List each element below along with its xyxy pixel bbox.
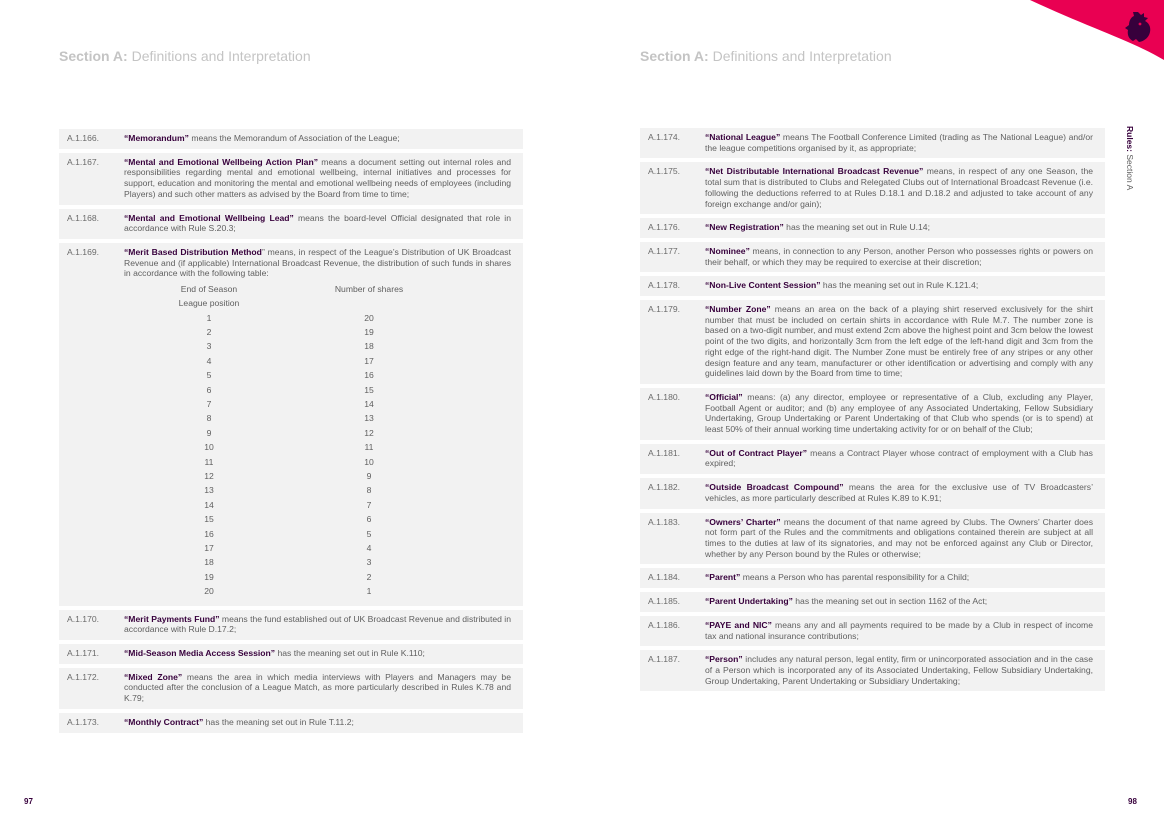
league-position-cell: 19	[204, 571, 214, 582]
definition-body: means, in respect of any one Season, the total sum that is distributed to Clubs and Relegated Clubs out of International Broadcast Revenue (i.e. following the deductions referred to at Rules D.18.1 and D.18.2 and adjusted to take account of any foreign exchange and/or gain);	[705, 166, 1093, 209]
definition-text	[705, 572, 1093, 583]
defined-term: “Person”	[705, 654, 743, 665]
league-position-cell: 17	[204, 542, 214, 553]
rule-number: A.1.181.	[648, 447, 681, 458]
league-position-cell: 4	[206, 355, 212, 366]
definition-text	[705, 596, 1093, 607]
definition-entry	[59, 129, 523, 149]
league-position-cell: 3	[206, 341, 212, 352]
definition-body: has the meaning set out in section 1162 of the Act;	[792, 596, 988, 607]
shares-cell: 3	[366, 557, 372, 568]
definition-body: means the board-level Official designated that role in accordance with Rule S.20.3;	[124, 212, 511, 234]
league-position-cell: 20	[204, 586, 214, 597]
definition-entry	[640, 162, 1105, 214]
defined-term: “Monthly Contract”	[124, 716, 204, 727]
shares-cell: 4	[366, 542, 372, 553]
shares-cell: 17	[364, 355, 374, 366]
shares-cell: 6	[366, 514, 372, 525]
rule-number: A.1.172.	[67, 671, 100, 682]
definition-entry	[640, 388, 1105, 440]
shares-cell: 2	[366, 571, 372, 582]
rule-number: A.1.171.	[67, 648, 100, 659]
definition-text	[705, 222, 1093, 233]
rule-number: A.1.167.	[67, 156, 100, 167]
table-row	[124, 455, 444, 469]
section-label: Section A:	[59, 48, 128, 64]
defined-term: “Mental and Emotional Wellbeing Lead”	[124, 212, 294, 223]
defined-term: “Official”	[705, 391, 743, 402]
table-row	[124, 555, 444, 569]
defined-term: “Outside Broadcast Compound”	[705, 482, 844, 493]
definition-body: has the meaning set out in Rule K.121.4;	[820, 280, 979, 291]
defined-term: “Nominee”	[705, 245, 750, 256]
defined-term: “Out of Contract Player”	[705, 447, 808, 458]
definition-entry	[640, 128, 1105, 158]
right-page	[582, 0, 1164, 826]
defined-term: “Mixed Zone”	[124, 671, 183, 682]
definition-entry	[640, 276, 1105, 296]
table-header-shares: Number of shares	[334, 283, 404, 294]
league-position-cell: 11	[204, 456, 214, 467]
definition-text	[705, 654, 1093, 686]
shares-cell: 19	[364, 327, 374, 338]
rule-number: A.1.169.	[67, 246, 100, 257]
table-header-season: End of Season	[180, 283, 238, 294]
league-position-cell: 14	[204, 499, 214, 510]
definition-entry	[640, 568, 1105, 588]
league-position-cell: 5	[206, 370, 212, 381]
definition-entry	[640, 592, 1105, 612]
side-label	[1125, 126, 1135, 190]
side-label-bold: Rules:	[1125, 126, 1135, 152]
league-position-cell: 6	[206, 384, 212, 395]
league-position-cell: 12	[204, 470, 214, 481]
definition-entry	[59, 209, 523, 239]
definition-text	[124, 157, 511, 200]
definition-body: means any and all payments required to be made by a Club in respect of income tax and national insurance contributions;	[705, 619, 1093, 641]
table-row	[124, 527, 444, 541]
defined-term: “Non-Live Content Session”	[705, 280, 821, 291]
rule-number: A.1.186.	[648, 619, 681, 630]
side-label-text: Section A	[1125, 151, 1135, 191]
rule-number: A.1.183.	[648, 516, 681, 527]
definition-text	[124, 133, 511, 144]
definition-body: has the meaning set out in Rule U.14;	[783, 222, 930, 233]
definition-text	[705, 448, 1093, 469]
definition-entry	[59, 668, 523, 709]
rule-number: A.1.180.	[648, 391, 681, 402]
rule-number: A.1.174.	[648, 132, 681, 142]
rule-number: A.1.173.	[67, 716, 100, 727]
definition-body: includes any natural person, legal entity, firm or unincorporated association and in the case of a Person which is incorporated any of its Associated Undertaking, Fellow Subsidiary Undertaking, Group Undertaking, Parent Undertaking or Subsidiary Undertaking;	[705, 654, 1093, 686]
league-position-cell: 10	[204, 442, 214, 453]
shares-cell: 9	[366, 470, 372, 481]
definition-entry	[59, 713, 523, 733]
defined-term: “Number Zone”	[705, 304, 771, 315]
definition-body: means a Person who has parental responsibility for a Child;	[740, 572, 970, 583]
rule-number: A.1.184.	[648, 572, 681, 583]
definition-body: means the document of that name agreed by Clubs. The Owners’ Charter does not form part of the Rules and the commitments and obligations contained therein are subject at all times to the duties at law of its signatories, and may not be enforced against any Club or Director, whether by any Person bound by the Rules or otherwise;	[705, 516, 1094, 559]
rule-number: A.1.166.	[67, 133, 100, 143]
section-title: Definitions and Interpretation	[708, 48, 892, 64]
distribution-table	[124, 282, 444, 599]
table-row	[124, 426, 444, 440]
defined-term: “Parent Undertaking”	[705, 596, 793, 607]
table-row	[124, 383, 444, 397]
table-row	[124, 311, 444, 325]
definition-entry	[640, 616, 1105, 646]
defined-term: “New Registration”	[705, 222, 784, 233]
table-row	[124, 512, 444, 526]
definition-body: means a document setting out internal roles and responsibilities regarding mental and emotional wellbeing, internal initiatives and processes for support, education and monitoring the mental and emotional wellbeing needs of employees (including Players) and such other matters as advised by the Board from time to time;	[124, 156, 511, 199]
league-position-cell: 7	[206, 399, 212, 409]
definition-entry	[640, 478, 1105, 508]
definition-text	[705, 132, 1093, 153]
definition-body: means the fund established out of UK Broadcast Revenue and distributed in accordance with Rule D.17.2;	[124, 613, 511, 635]
definition-entry	[640, 218, 1105, 238]
rule-number: A.1.187.	[648, 654, 681, 665]
definition-text	[705, 392, 1093, 435]
table-row	[124, 440, 444, 454]
rule-number: A.1.177.	[648, 245, 681, 256]
table-row	[124, 368, 444, 382]
rule-number: A.1.175.	[648, 166, 681, 177]
league-position-cell: 2	[206, 327, 212, 338]
league-position-cell: 1	[206, 312, 212, 323]
table-row	[124, 584, 444, 598]
table-row	[124, 340, 444, 354]
shares-cell: 10	[364, 456, 374, 467]
table-row	[124, 325, 444, 339]
definition-entry	[640, 650, 1105, 691]
shares-cell: 1	[366, 586, 372, 597]
table-row	[124, 484, 444, 498]
premier-league-lion-icon	[1120, 10, 1156, 44]
league-position-cell: 16	[204, 528, 214, 539]
rule-number: A.1.176.	[648, 222, 681, 233]
table-subheader-empty	[294, 296, 444, 310]
table-row	[124, 397, 444, 411]
defined-term: “Parent”	[705, 572, 741, 583]
definition-text	[124, 213, 511, 234]
definition-text	[124, 717, 511, 728]
definition-body: means an area on the back of a playing shirt reserved exclusively for the shirt number that must be included on certain shirts in accordance with Rule M.7. The number zone is based on a two-digit number, and must extend 2cm above the highest point and 3cm below the lowest point of the two digits, and horizontally 3cm from the left edge of the left-hand digit and 3cm from the right edge of the right-hand digit. The Number Zone must be entirely free of any stripes or any other design feature and any team, manufacturer or other identification or advertising and comply with any guidelines laid down by the Board from time to time;	[705, 304, 1094, 379]
league-position-cell: 9	[206, 427, 212, 438]
definition-body: means the area in which media interviews with Players and Managers may be conducted after the conclusion of a League Match, as more particularly described in Rules K.78 and K.79;	[124, 671, 511, 704]
league-position-cell: 18	[204, 557, 214, 568]
shares-cell: 14	[364, 399, 374, 409]
definition-text	[705, 517, 1093, 560]
definition-entry	[59, 644, 523, 664]
shares-cell: 20	[364, 312, 374, 323]
definition-body: has the meaning set out in Rule T.11.2;	[203, 716, 354, 727]
league-position-cell: 15	[204, 514, 214, 525]
definition-body: means the Memorandum of Association of the League;	[188, 133, 400, 143]
table-row	[124, 541, 444, 555]
rule-number: A.1.182.	[648, 482, 681, 493]
definition-entry	[640, 444, 1105, 474]
rule-number: A.1.185.	[648, 596, 681, 607]
shares-cell: 8	[366, 485, 372, 496]
section-label: Section A:	[640, 48, 709, 64]
league-position-cell: 8	[206, 413, 212, 424]
section-title: Definitions and Interpretation	[127, 48, 311, 64]
definition-body: ” means, in respect of the League’s Distribution of UK Broadcast Revenue and (if applicable) International Broadcast Revenue, the distribution of such funds in shares in accordance with the following table:	[124, 246, 511, 279]
definitions-list-right	[640, 128, 1105, 695]
shares-cell: 7	[366, 499, 372, 510]
defined-term: “Owners’ Charter”	[705, 516, 781, 527]
shares-cell: 18	[364, 341, 374, 352]
definition-text	[705, 304, 1093, 379]
definition-text	[705, 620, 1093, 641]
distribution-table-body	[124, 311, 444, 599]
definition-body: means, in connection to any Person, another Person who possesses rights or powers on their behalf, or which they may be required to exercise at their discretion;	[705, 245, 1093, 267]
rule-number: A.1.168.	[67, 212, 100, 223]
definition-text	[705, 280, 1093, 291]
table-row	[124, 412, 444, 426]
definition-body: means the area for the exclusive use of TV Broadcasters’ vehicles, as more particularly described at Rules K.89 to K.91;	[705, 482, 1094, 503]
table-subheader-position: League position	[178, 298, 240, 309]
defined-term: “Net Distributable International Broadcast Revenue”	[705, 166, 924, 177]
table-row	[124, 570, 444, 584]
section-header	[59, 48, 311, 64]
shares-cell: 13	[364, 413, 374, 424]
definition-body: means a Contract Player whose contract of employment with a Club has expired;	[705, 447, 1093, 469]
rule-number: A.1.170.	[67, 613, 100, 624]
definition-text	[705, 166, 1093, 209]
shares-cell: 12	[364, 427, 374, 438]
rule-number: A.1.178.	[648, 280, 681, 291]
definition-text	[124, 614, 511, 635]
defined-term: “PAYE and NIC”	[705, 619, 772, 630]
section-header	[640, 48, 892, 64]
defined-term: “Mental and Emotional Wellbeing Action Plan”	[124, 156, 319, 167]
table-row	[124, 469, 444, 483]
defined-term: “Merit Payments Fund”	[124, 613, 220, 624]
definition-body: has the meaning set out in Rule K.110;	[275, 648, 425, 659]
definition-text	[124, 247, 511, 601]
definition-body: means: (a) any director, employee or representative of a Club, excluding any Player, Football Agent or auditor; and (b) any employee of any Associated Undertaking, Fellow Subsidiary Undertaking, Group Undertaking or Parent Undertaking of that Club who spends (or is to spend) at least 50% of their annual working time undertaking activity for or on behalf of the Club;	[705, 391, 1093, 435]
definitions-list-left	[59, 129, 523, 737]
definition-body: means The Football Conference Limited (trading as The National League) and/or the league competitions organised by it, as appropriate;	[705, 132, 1093, 153]
definition-text	[705, 482, 1093, 503]
page-number-right: 98	[1128, 797, 1137, 806]
definition-entry	[59, 153, 523, 205]
shares-cell: 11	[364, 442, 374, 453]
defined-term: “Memorandum”	[124, 133, 189, 143]
table-row	[124, 354, 444, 368]
definition-entry	[640, 513, 1105, 565]
definition-entry-merit	[59, 243, 523, 606]
definition-text	[705, 246, 1093, 267]
table-row	[124, 498, 444, 512]
shares-cell: 5	[366, 528, 372, 539]
page-number-left: 97	[24, 797, 33, 806]
defined-term: “Merit Based Distribution Method	[124, 246, 262, 257]
shares-cell: 15	[364, 384, 374, 395]
defined-term: “Mid-Season Media Access Session”	[124, 648, 276, 659]
definition-entry	[59, 610, 523, 640]
definition-text	[124, 648, 511, 659]
definition-entry	[640, 300, 1105, 384]
league-position-cell: 13	[204, 485, 214, 496]
rule-number: A.1.179.	[648, 304, 681, 315]
definition-entry	[640, 242, 1105, 272]
definition-text	[124, 672, 511, 704]
shares-cell: 16	[364, 370, 374, 381]
defined-term: “National League”	[705, 132, 781, 142]
